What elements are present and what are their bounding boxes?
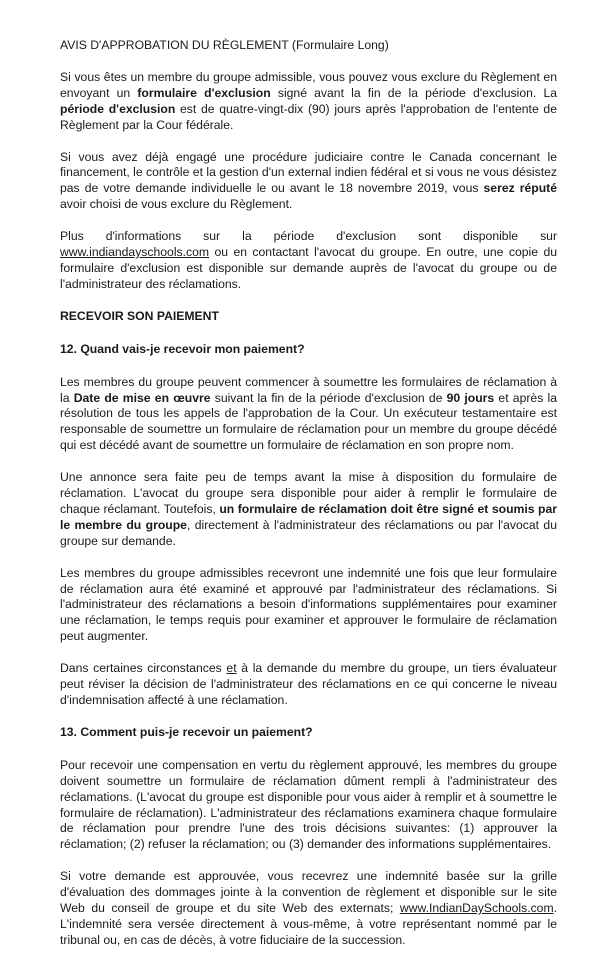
bold-term: formulaire d'exclusion xyxy=(137,85,271,100)
indiandayschools-link[interactable]: www.indiandayschools.com xyxy=(60,245,210,260)
text: et après la résolution de tous les appels de l'approbation de la Cour. Un exécuteur testamentaire est responsable de soumettre un formulaire de réclamation pour un membre du groupe décédé qui est décédé avant de soumettre un formulaire de réclamation en son propre nom. xyxy=(60,390,558,453)
bold-term: 90 jours xyxy=(446,390,495,405)
text: Une annonce sera faite peu de temps avant la mise à disposition du formulaire de réclamation. L'avocat du groupe sera disponible pour aider à remplir le formulaire de chaque réclamant. Toutefois, xyxy=(60,470,557,516)
document-body xyxy=(60,38,557,965)
q12-paragraph-3: Les membres du groupe admissibles recevront une indemnité une fois que leur formulaire de réclamation aura été examiné et approuvé par l'administrateur des réclamations. Si l'administrateur des réclamations a besoin d'informations supplémentaires pour examiner une réclamation, le temps requis pour examiner et approuver le formulaire de réclamation peut augmenter. xyxy=(60,565,557,644)
text: Si vous avez déjà engagé une procédure judiciaire contre le Canada concernant le financement, le contrôle et la gestion d'un external indien fédéral et si vous ne vous désistez pas de votre demande individuelle le ou avant le 18 novembre 2019, vous xyxy=(60,149,557,196)
underlined-term: et xyxy=(226,661,237,676)
document-title: AVIS D'APPROBATION DU RÈGLEMENT (Formulaire Long) xyxy=(60,38,389,52)
text: avoir choisi de vous exclure du Règlement. xyxy=(60,197,293,212)
intro-paragraph-deemed-opt-out xyxy=(60,150,557,214)
bold-term: un formulaire de réclamation doit être signé et soumis par le membre du groupe xyxy=(60,501,558,532)
q12-paragraph-4 xyxy=(60,661,557,709)
text: Les membres du groupe peuvent commencer à soumettre les formulaires de réclamation à la xyxy=(60,374,557,405)
text: Si votre demande est approuvée, vous recevrez une indemnité basée sur la grille d'évaluation des dommages jointe à la convention de règlement et disponible sur le site Web du conseil de groupe et du site Web des externats; xyxy=(60,869,557,916)
q13-paragraph-1: Pour recevoir une compensation en vertu du règlement approuvé, les membres du groupe doivent soumettre un formulaire de réclamation dûment rempli à l'administrateur des réclamations. (L'avocat du groupe est disponible pour vous aider à remplir et à soumettre le formulaire de réclamation). L'administrateur des réclamations examinera chaque formulaire de réclamation pour prendre l'une des trois décisions suivantes: (1) approuver la réclamation; (2) refuser la réclamation; ou (3) demander des informations supplémentaires. xyxy=(60,757,557,852)
bold-term: période d'exclusion xyxy=(60,101,176,116)
text: est de quatre-vingt-dix (90) jours après l'approbation de l'entente de Règlement par la Cour fédérale. xyxy=(60,101,557,132)
text: signé avant la fin de la période d'exclusion. La xyxy=(270,85,558,100)
question-13-heading: 13. Comment puis-je recevoir un paiement? xyxy=(60,724,313,739)
text: à la demande du membre du groupe, un tiers évaluateur peut réviser la décision de l'administrateur des réclamations en ce qui concerne le niveau d'indemnisation affecté à une réclamation. xyxy=(60,661,557,707)
text: Dans certaines circonstances xyxy=(60,661,227,676)
intro-paragraph-more-info xyxy=(60,229,557,293)
q12-paragraph-2 xyxy=(60,470,557,550)
intro-paragraph-opt-out xyxy=(60,70,557,134)
bold-term: serez réputé xyxy=(483,181,557,196)
text: ou en contactant l'avocat du groupe. En outre, une copie du formulaire d'exclusion est disponible sur demande auprès de l'avocat du groupe ou de l'administrateur des réclamations. xyxy=(60,245,557,291)
indiandayschools-link-2[interactable]: www.IndianDaySchools.com xyxy=(399,901,554,916)
bold-term: Date de mise en œuvre xyxy=(73,390,211,405)
question-12-heading: 12. Quand vais-je recevoir mon paiement? xyxy=(60,341,305,356)
text: Si vous êtes un membre du groupe admissible, vous pouvez vous exclure du Règlement en envoyant un xyxy=(60,69,557,100)
q12-paragraph-1 xyxy=(60,375,557,455)
q13-paragraph-2 xyxy=(60,869,557,949)
text: suivant la fin de la période d'exclusion de xyxy=(210,390,447,405)
text: Plus d'informations sur la période d'exclusion sont disponible sur xyxy=(60,229,557,244)
text: . L'indemnité sera versée directement à vous-même, à votre représentant nommé par le tribunal ou, en cas de décès, à votre fiduciaire de la succession. xyxy=(60,901,557,947)
text: , directement à l'administrateur des réclamations ou par l'avocat du groupe sur demande. xyxy=(60,517,557,548)
section-heading: RECEVOIR SON PAIEMENT xyxy=(60,308,219,323)
